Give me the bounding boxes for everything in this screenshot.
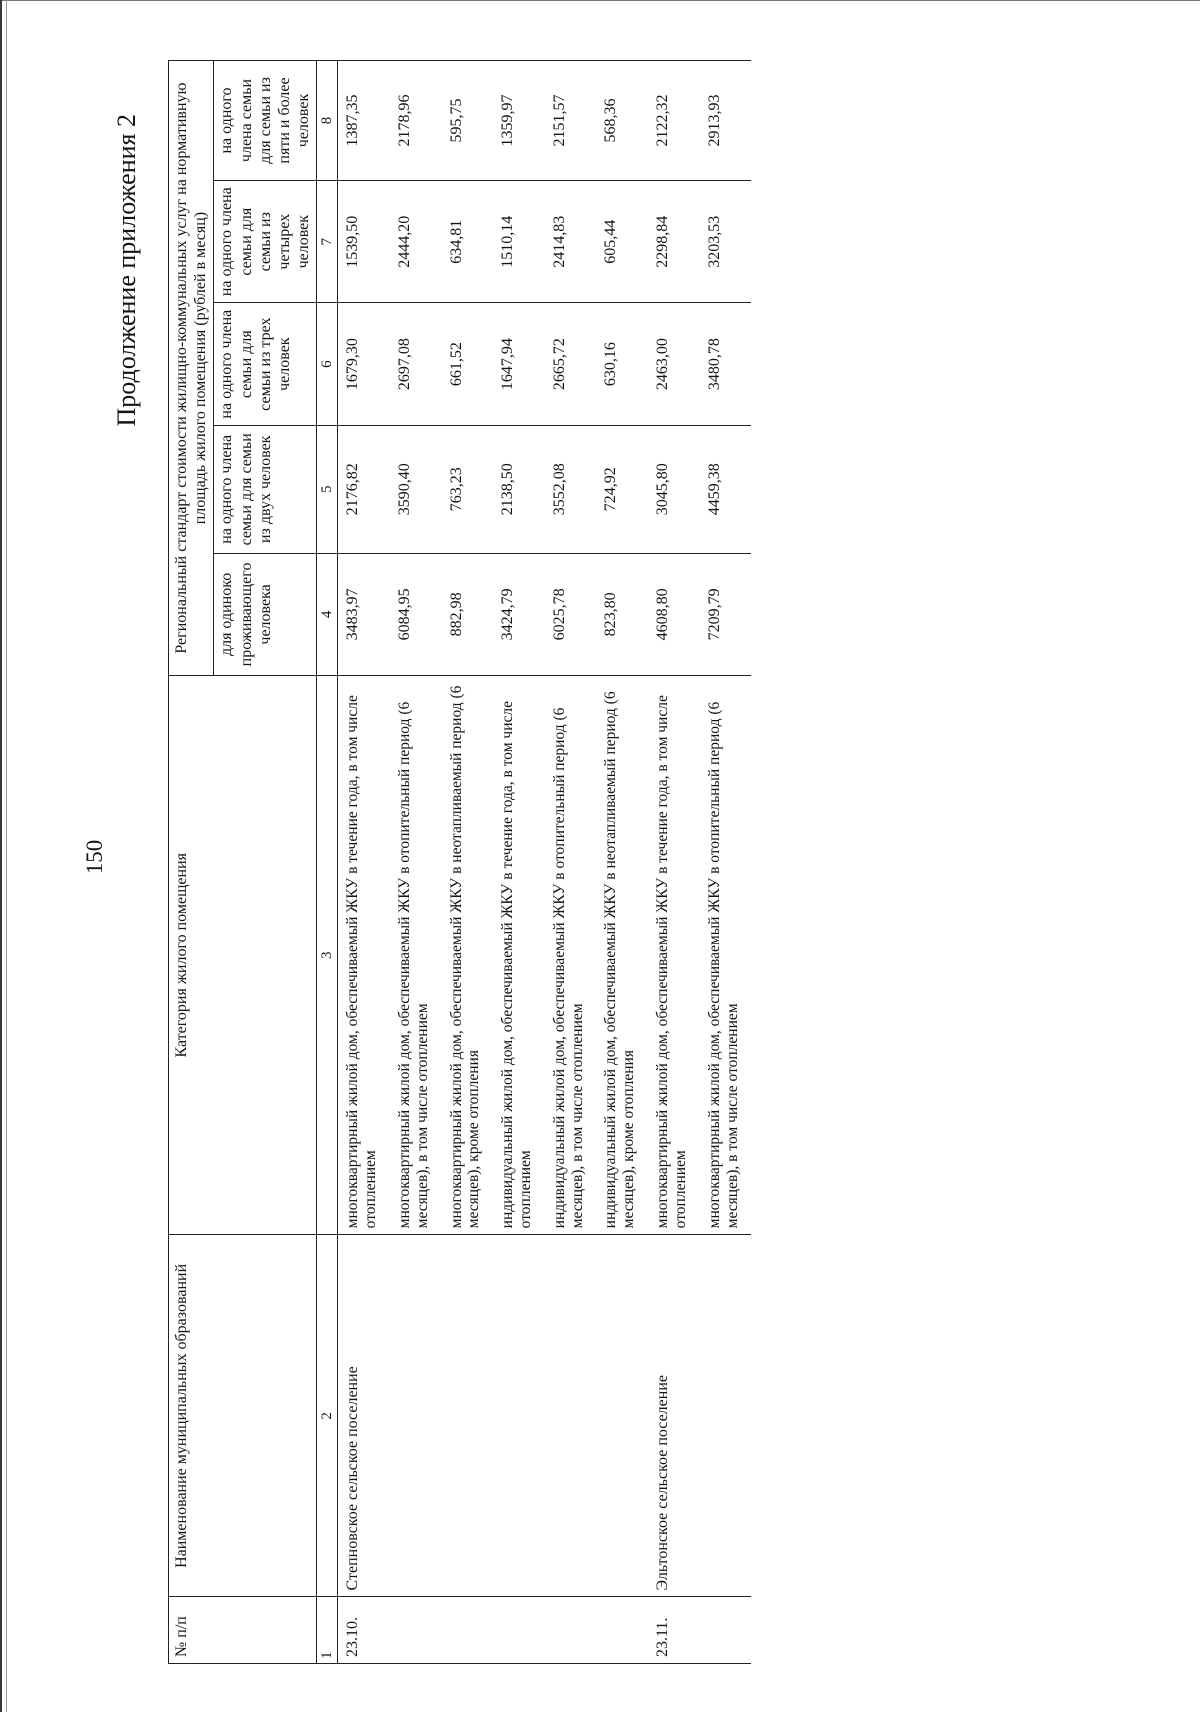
continuation-heading: Продолжение приложения 2 (112, 114, 141, 427)
housing-category: индивидуальный жилой дом, обеспечиваемый ЖКУ в течение года, в том числе отоплением (493, 676, 545, 1235)
value-four: 3203,53 (700, 180, 752, 302)
value-three: 630,16 (596, 303, 648, 425)
municipality-name (442, 1235, 494, 1597)
row-number (700, 1597, 752, 1664)
header-no: № п/п (169, 1597, 317, 1664)
row-number (493, 1597, 545, 1664)
value-five-plus: 2913,93 (700, 61, 752, 181)
value-five-plus: 2151,57 (545, 61, 597, 181)
value-single: 4608,80 (648, 553, 700, 675)
table-row (442, 61, 494, 1664)
column-number: 1 (317, 1597, 338, 1664)
municipality-name (493, 1235, 545, 1597)
column-number: 2 (317, 1235, 338, 1597)
table-row (390, 61, 442, 1664)
value-two: 4459,38 (700, 425, 752, 553)
value-two: 3045,80 (648, 425, 700, 553)
value-single: 3424,79 (493, 553, 545, 675)
table-row (648, 61, 700, 1664)
municipality-name: Степновское сельское поселение (338, 1235, 390, 1597)
value-three: 2665,72 (545, 303, 597, 425)
value-four: 634,81 (442, 180, 494, 302)
value-three: 2463,00 (648, 303, 700, 425)
table-row (700, 61, 752, 1664)
value-three: 1647,94 (493, 303, 545, 425)
value-two: 2176,82 (338, 425, 390, 553)
value-five-plus: 2122,32 (648, 61, 700, 181)
header-standard-group: Региональный стандарт стоимости жилищно-коммунальных услуг на нормативную площадь жилого помещения (рублей в месяц) (169, 61, 214, 676)
value-four: 1539,50 (338, 180, 390, 302)
municipality-name (596, 1235, 648, 1597)
row-number (390, 1597, 442, 1664)
housing-standard-table (168, 60, 751, 1664)
municipality-name (390, 1235, 442, 1597)
value-two: 2138,50 (493, 425, 545, 553)
value-four: 1510,14 (493, 180, 545, 302)
column-number: 8 (317, 61, 338, 181)
header-five-plus: на одного члена семьи для семьи из пяти и более человек (214, 61, 317, 181)
row-number: 23.10. (338, 1597, 390, 1664)
table-row (596, 61, 648, 1664)
header-name: Наименование муниципальных образований (169, 1235, 317, 1597)
value-five-plus: 1387,35 (338, 61, 390, 181)
value-three: 1679,30 (338, 303, 390, 425)
value-two: 3590,40 (390, 425, 442, 553)
housing-category: многоквартирный жилой дом, обеспечиваемый ЖКУ в отопительный период (6 месяцев), в том числе отоплением (700, 676, 752, 1235)
table-row (545, 61, 597, 1664)
table-row (493, 61, 545, 1664)
row-number (545, 1597, 597, 1664)
value-three: 2697,08 (390, 303, 442, 425)
housing-category: многоквартирный жилой дом, обеспечиваемый ЖКУ в течение года, в том числе отоплением (648, 676, 700, 1235)
value-four: 605,44 (596, 180, 648, 302)
housing-category: многоквартирный жилой дом, обеспечиваемый ЖКУ в отопительный период (6 месяцев), в том числе отоплением (390, 676, 442, 1235)
column-number: 5 (317, 425, 338, 553)
value-single: 7209,79 (700, 553, 752, 675)
value-single: 6084,95 (390, 553, 442, 675)
column-number: 4 (317, 553, 338, 675)
header-two: на одного члена семьи для семьи из двух человек (214, 425, 317, 553)
value-five-plus: 1359,97 (493, 61, 545, 181)
value-three: 3480,78 (700, 303, 752, 425)
header-category: Категория жилого помещения (169, 676, 317, 1235)
value-two: 724,92 (596, 425, 648, 553)
value-three: 661,52 (442, 303, 494, 425)
header-single: для одиноко проживающего человека (214, 553, 317, 675)
value-single: 6025,78 (545, 553, 597, 675)
value-single: 3483,97 (338, 553, 390, 675)
municipality-name (700, 1235, 752, 1597)
value-single: 882,98 (442, 553, 494, 675)
municipality-name (545, 1235, 597, 1597)
value-five-plus: 568,36 (596, 61, 648, 181)
value-four: 2414,83 (545, 180, 597, 302)
column-number: 3 (317, 676, 338, 1235)
value-two: 763,23 (442, 425, 494, 553)
value-two: 3552,08 (545, 425, 597, 553)
table-row (338, 61, 390, 1664)
row-number (442, 1597, 494, 1664)
value-four: 2298,84 (648, 180, 700, 302)
value-four: 2444,20 (390, 180, 442, 302)
row-number (596, 1597, 648, 1664)
housing-category: индивидуальный жилой дом, обеспечиваемый ЖКУ в неотапливаемый период (6 месяцев), кроме отопления (596, 676, 648, 1235)
header-four: на одного члена семьи для семьи из четырех человек (214, 180, 317, 302)
housing-category: многоквартирный жилой дом, обеспечиваемый ЖКУ в неотапливаемый период (6 месяцев), кроме отопления (442, 676, 494, 1235)
value-five-plus: 2178,96 (390, 61, 442, 181)
row-number: 23.11. (648, 1597, 700, 1664)
header-three: на одного члена семьи для семьи из трех человек (214, 303, 317, 425)
housing-category: многоквартирный жилой дом, обеспечиваемый ЖКУ в течение года, в том числе отоплением (338, 676, 390, 1235)
page-number: 150 (82, 839, 107, 875)
column-number: 6 (317, 303, 338, 425)
column-number: 7 (317, 180, 338, 302)
municipality-name: Эльтонское сельское поселение (648, 1235, 700, 1597)
housing-category: индивидуальный жилой дом, обеспечиваемый ЖКУ в отопительный период (6 месяцев), в том числе отоплением (545, 676, 597, 1235)
value-five-plus: 595,75 (442, 61, 494, 181)
value-single: 823,80 (596, 553, 648, 675)
